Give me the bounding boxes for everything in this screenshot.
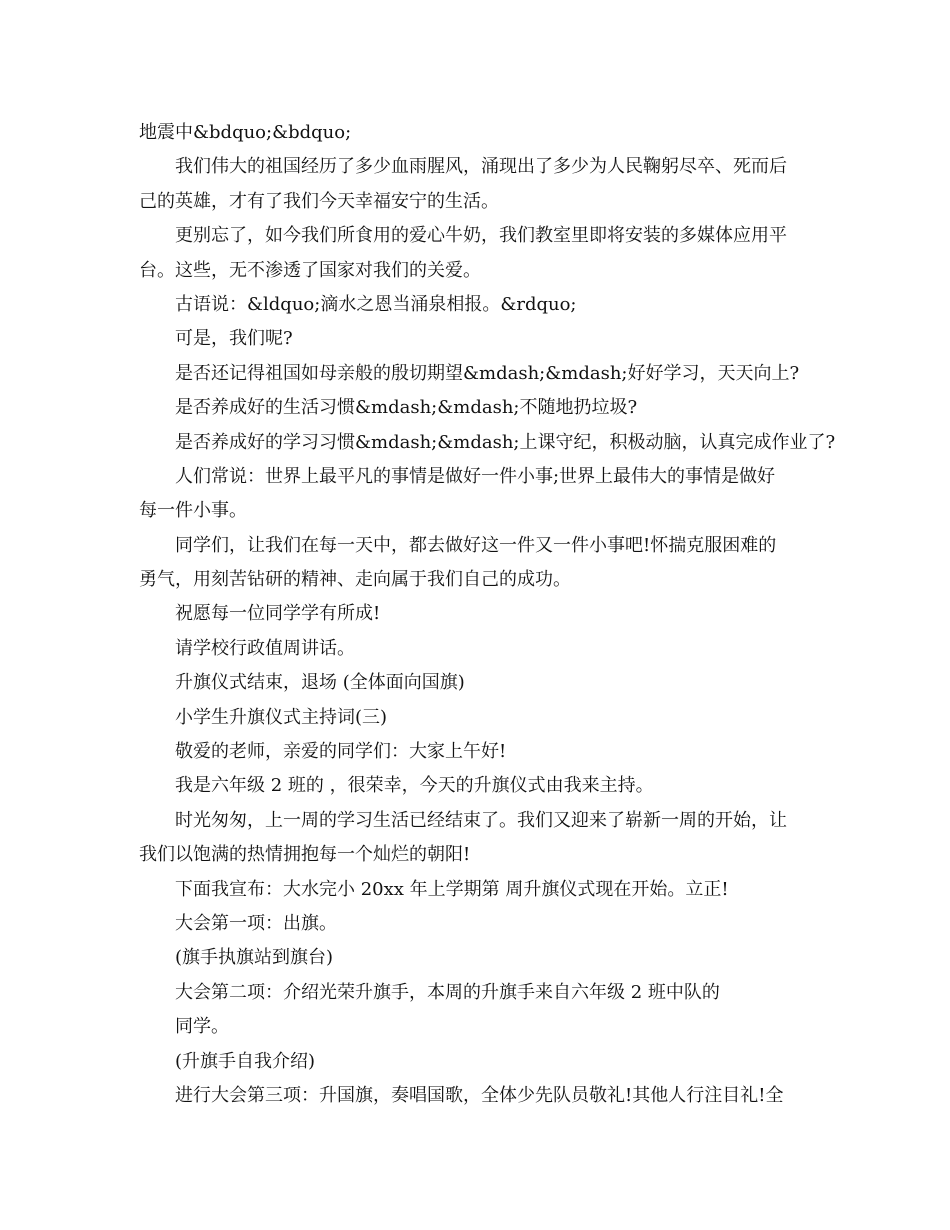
text-line: 己的英雄，才有了我们今天幸福安宁的生活。 — [139, 190, 499, 212]
text-line: 下面我宣布：大水完小 20xx 年上学期第 周升旗仪式现在开始。立正! — [175, 878, 729, 900]
text-line: 是否养成好的学习习惯&mdash;&mdash;上课守纪，积极动脑，认真完成作业了? — [175, 431, 836, 453]
text-line: 同学。 — [175, 1016, 229, 1038]
text-line: 台。这些，无不渗透了国家对我们的关爱。 — [139, 259, 481, 281]
text-line: 古语说：&ldquo;滴水之恩当涌泉相报。&rdquo; — [175, 293, 577, 315]
text-line: 时光匆匆，上一周的学习生活已经结束了。我们又迎来了崭新一周的开始，让 — [175, 809, 787, 831]
text-line: 地震中&bdquo;&bdquo; — [139, 122, 352, 143]
text-line: (旗手执旗站到旗台) — [175, 947, 334, 969]
text-line: 进行大会第三项：升国旗，奏唱国歌，全体少先队员敬礼!其他人行注目礼!全 — [175, 1084, 784, 1106]
text-line: 升旗仪式结束，退场 (全体面向国旗) — [175, 672, 465, 694]
text-line: 大会第一项：出旗。 — [175, 912, 337, 934]
text-line: 我是六年级 2 班的 ，很荣幸，今天的升旗仪式由我来主持。 — [175, 775, 654, 797]
text-line: 每一件小事。 — [139, 500, 247, 522]
text-line: 敬爱的老师，亲爱的同学们：大家上午好! — [175, 741, 507, 763]
text-line: 可是，我们呢? — [175, 328, 293, 350]
text-line: 大会第二项：介绍光荣升旗手，本周的升旗手来自六年级 2 班中队的 — [175, 981, 720, 1003]
text-line: 人们常说：世界上最平凡的事情是做好一件小事;世界上最伟大的事情是做好 — [175, 465, 776, 487]
text-line: 请学校行政值周讲话。 — [175, 637, 355, 659]
text-line: 更别忘了，如今我们所食用的爱心牛奶，我们教室里即将安装的多媒体应用平 — [175, 225, 787, 247]
text-line: (升旗手自我介绍) — [175, 1050, 316, 1072]
text-line: 是否养成好的生活习惯&mdash;&mdash;不随地扔垃圾? — [175, 397, 638, 419]
text-line: 勇气，用刻苦钻研的精神、走向属于我们自己的成功。 — [139, 569, 571, 591]
document-body — [139, 116, 836, 1113]
text-line: 我们伟大的祖国经历了多少血雨腥风，涌现出了多少为人民鞠躬尽卒、死而后 — [175, 156, 787, 178]
section-heading: 小学生升旗仪式主持词(三) — [175, 706, 388, 728]
text-line: 祝愿每一位同学学有所成! — [175, 603, 381, 625]
text-line: 我们以饱满的热情拥抱每一个灿烂的朝阳! — [139, 844, 471, 866]
text-line: 是否还记得祖国如母亲般的殷切期望&mdash;&mdash;好好学习，天天向上? — [175, 362, 800, 384]
text-line: 同学们，让我们在每一天中，都去做好这一件又一件小事吧!怀揣克服困难的 — [175, 534, 777, 556]
